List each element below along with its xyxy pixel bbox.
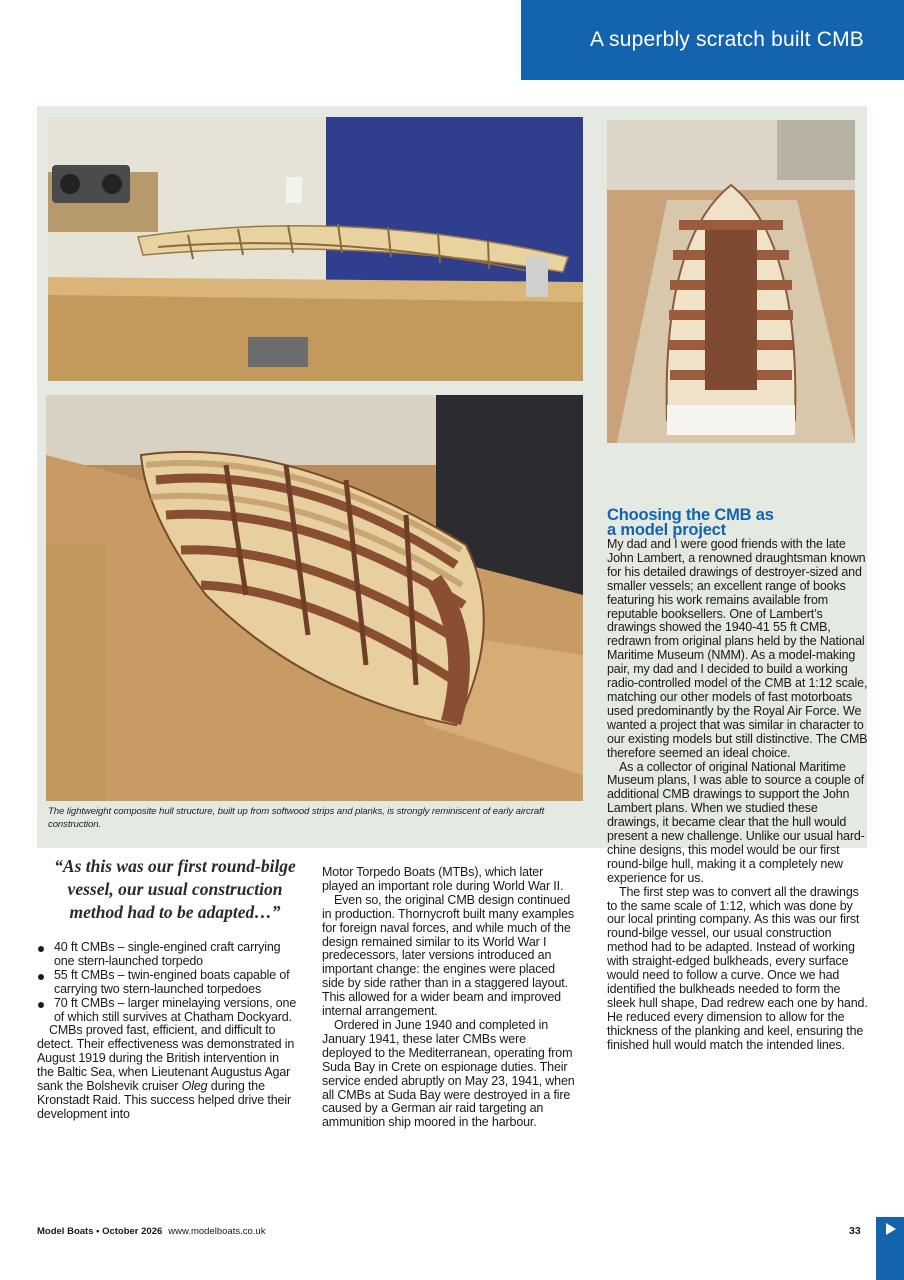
column-3 [607, 508, 869, 1053]
pull-quote: “As this was our first round-bilge vessel, our usual construction method had to be adapted…” [54, 856, 296, 922]
page-footer [37, 1226, 867, 1237]
header-banner [521, 0, 904, 80]
magazine-issue: Model Boats • October 2026 [37, 1226, 163, 1237]
list-item: 70 ft CMBs – larger minelaying versions, one of which still survives at Chatham Dockyard. [37, 997, 299, 1025]
list-item: 55 ft CMBs – twin-engined boats capable of carrying two stern-launched torpedoes [37, 969, 299, 997]
column-2 [322, 866, 578, 1130]
hull-top-view-photo-image [607, 120, 855, 443]
paragraph: Motor Torpedo Boats (MTBs), which later played an important role during World War II. [322, 865, 564, 893]
cmb-type-list [37, 941, 299, 1024]
hull-top-view-photo [607, 120, 855, 443]
paragraph: The first step was to convert all the drawings to the same scale of 1:12, which was done by our local printing company. As this was our first round-bilge vessel, our usual construction method had to be adapted. Instead of working with straight-edged bulkheads, every surface would need to follow a curve. Once we had identified the bulkheads needed to form the sleek hull shape, Dad redrew each one by hand. He reduced every dimension to allow for the thickness of the planking and keel, ensuring the finished hull would match the intended lines. [607, 884, 868, 1052]
paragraph-text: during the Kronstadt Raid. This success helped drive their development into [37, 1079, 291, 1121]
photo-caption: The lightweight composite hull structure, built up from softwood strips and planks, is strongly reminiscent of early aircraft construction. [48, 806, 545, 830]
hull-frame-photo [48, 117, 583, 381]
list-item: 40 ft CMBs – single-engined craft carrying one stern-launched torpedo [37, 941, 299, 969]
ship-name: Oleg [181, 1079, 208, 1094]
paragraph [37, 1024, 299, 1121]
paragraph-text: CMBs proved fast, efficient, and difficult to detect. Their effectiveness was demonstrated in August 1919 during the British intervention in the Baltic Sea, when Lieutenant Augustus Agar sank the Bolshevik cruiser [37, 1023, 295, 1094]
hull-planking-photo [46, 395, 583, 801]
next-page-tab[interactable] [876, 1217, 904, 1280]
paragraph: Ordered in June 1940 and completed in January 1941, these later CMBs were deployed to the Mediterranean, operating from Suda Bay in Crete on espionage duties. Their service ended abruptly on May 23, 1941, when all CMBs at Suda Bay were destroyed in a fire caused by a German air raid targeting an ammunition ship moored in the harbour. [322, 1017, 575, 1130]
column-1 [37, 941, 299, 1122]
hull-frame-photo-image [48, 117, 583, 381]
section-heading-line: a model project [607, 520, 726, 539]
website-link[interactable]: www.modelboats.co.uk [168, 1226, 266, 1237]
paragraph: As a collector of original National Maritime Museum plans, I was able to source a couple of additional CMB drawings to support the John Lambert plans. When we studied these drawings, it became clear that the hull would present a new challenge. Unlike our usual hard-chine designs, this model would be our first round-bilge hull, making it a completely new experience for us. [607, 759, 865, 885]
page-number: 33 [849, 1225, 861, 1237]
article-title: A superbly scratch built CMB [589, 28, 864, 51]
play-arrow-icon [886, 1223, 896, 1235]
paragraph: My dad and I were good friends with the late John Lambert, a renowned draughtsman known for his detailed drawings of destroyer-sized and smaller vessels; an excellent range of books featuring his work remains available from reputable booksellers. One of Lambert’s drawings showed the 1940-41 55 ft CMB, redrawn from original plans held by the National Maritime Museum (NMM). As a model-making pair, my dad and I decided to build a working radio-controlled model of the CMB at 1:12 scale, matching our other models of fast motorboats used predominantly by the Royal Air Force. We wanted a project that was similar in character to our existing models but still distinctive. The CMB therefore seemed an ideal choice. [607, 537, 868, 760]
section-heading-line: Choosing the CMB as [607, 506, 774, 524]
paragraph: Even so, the original CMB design continued in production. Thornycroft built many examples for foreign naval forces, and while much of the design remained similar to its World War I predecessors, later versions introduced an important change: the engines were placed side by side rather than in a staggered layout. This allowed for a wider beam and improved internal arrangement. [322, 892, 575, 1019]
section-heading [607, 508, 869, 537]
hull-planking-photo-image [46, 395, 583, 801]
